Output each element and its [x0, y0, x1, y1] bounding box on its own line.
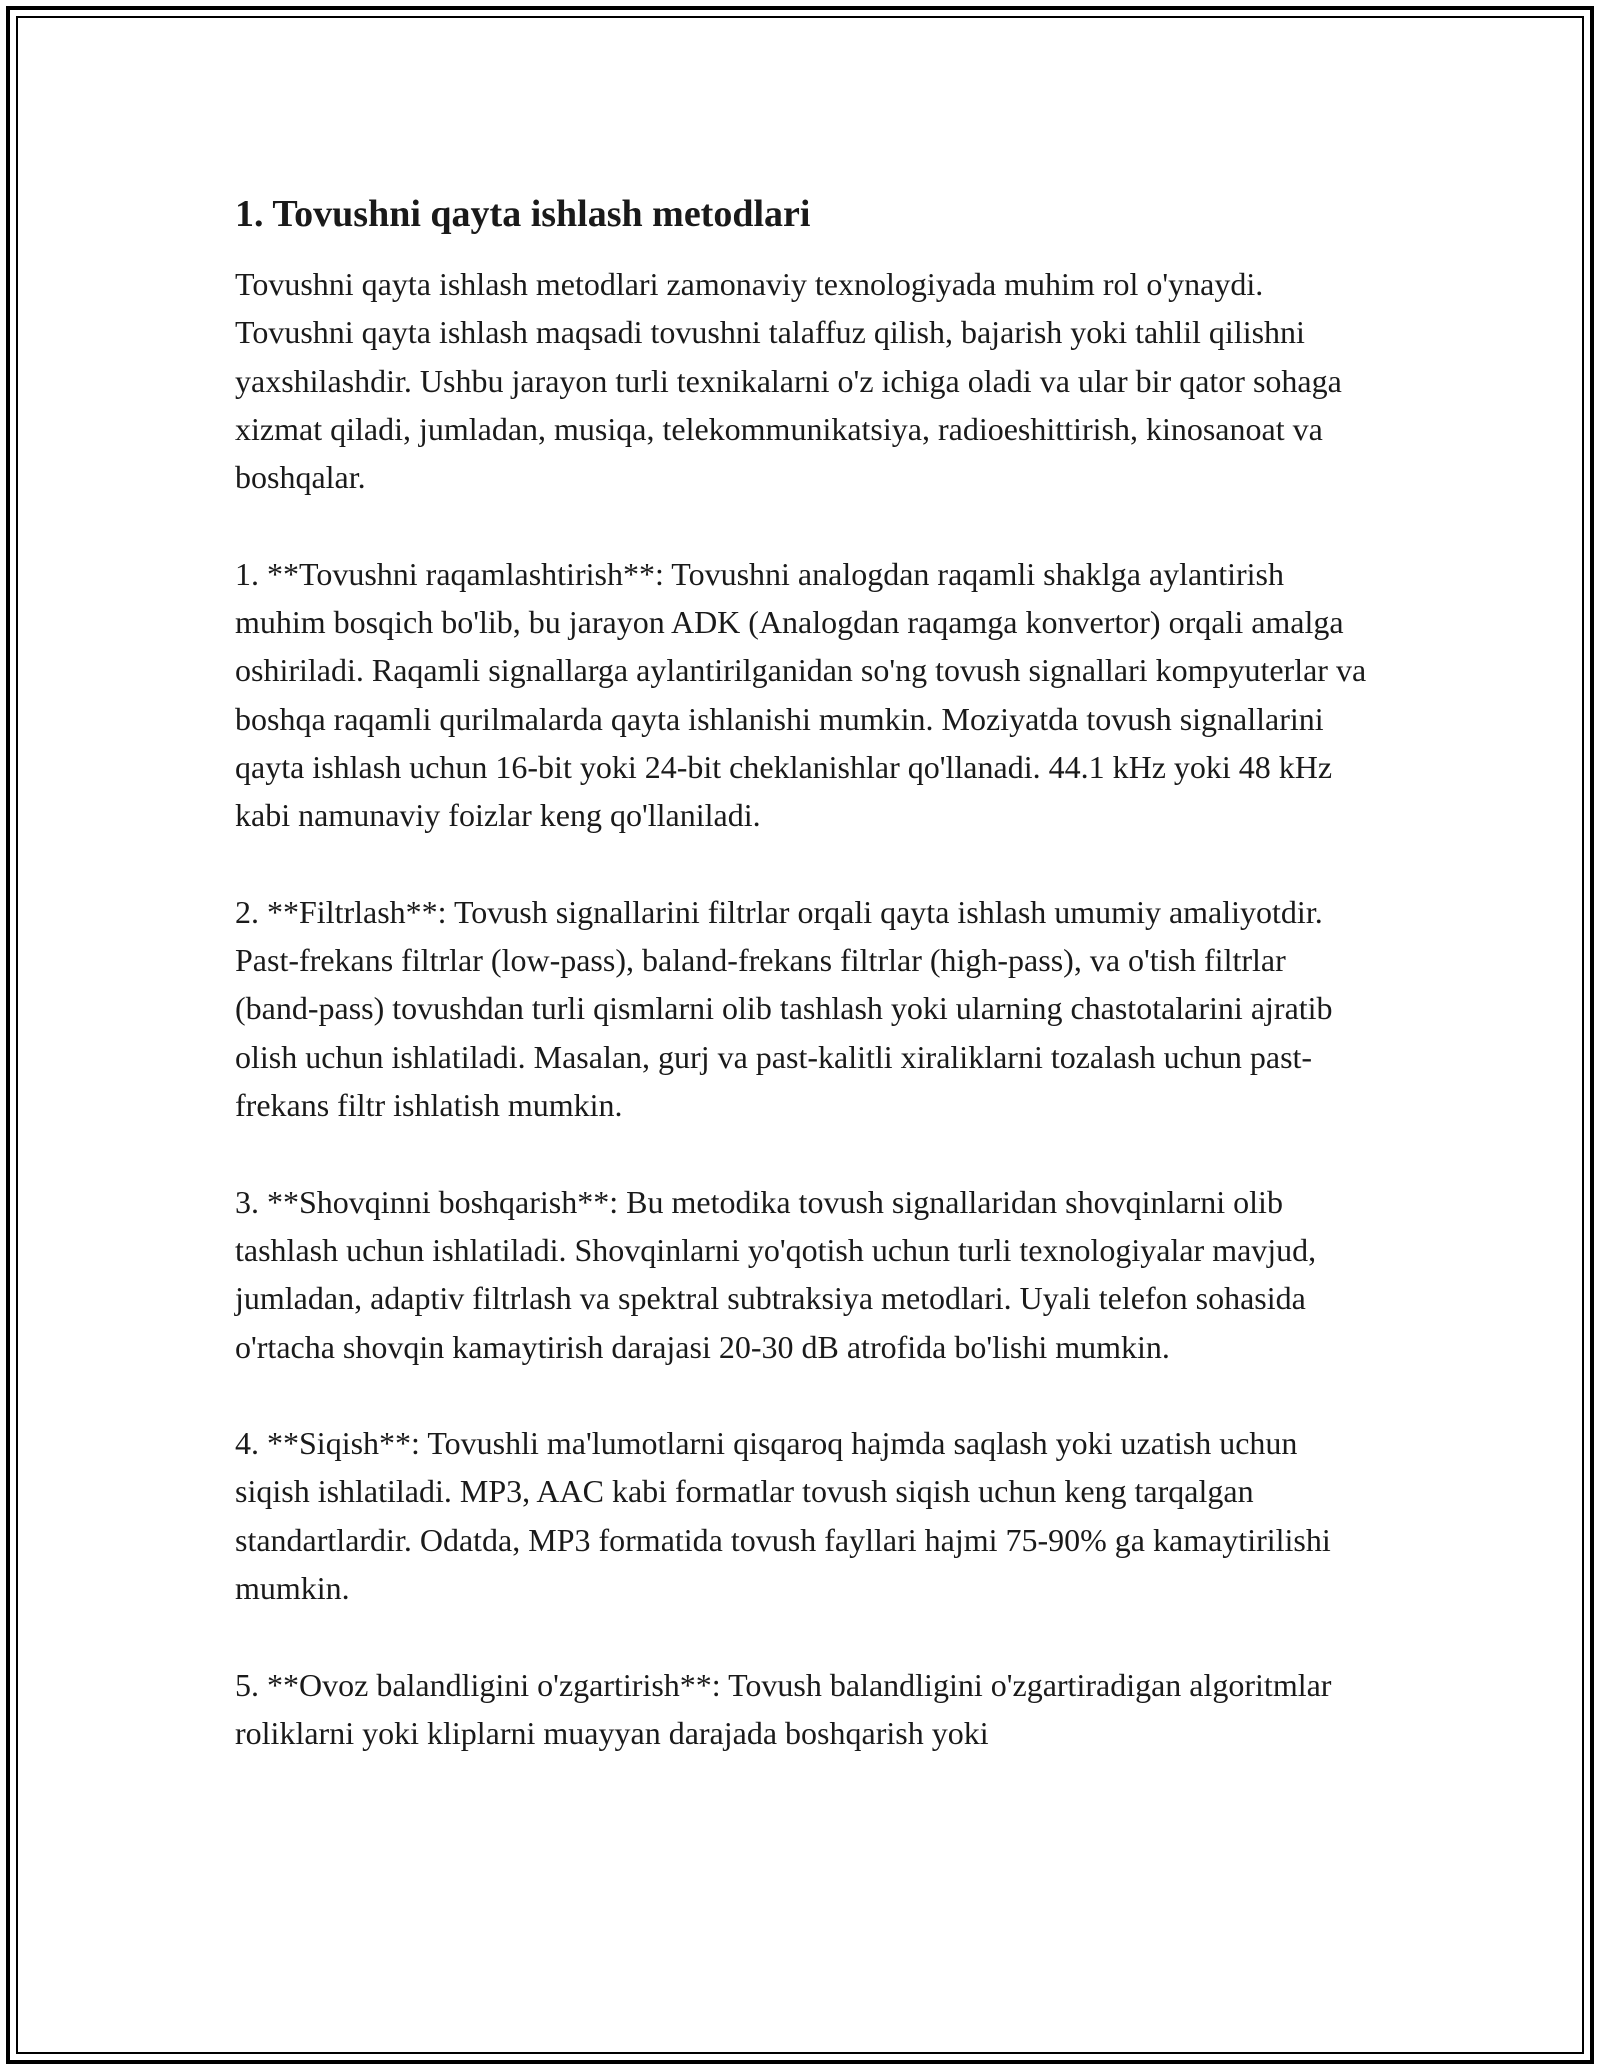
- paragraph-compression: 4. **Siqish**: Tovushli ma'lumotlarni qisqaroq hajmda saqlash yoki uzatish uchun siqish ishlatiladi. MP3, AAC kabi formatlar tovush siqish uchun keng tarqalgan standartlardir. Odatda, MP3 formatida tovush fayllari hajmi 75-90% ga kamaytirilishi mumkin.: [235, 1425, 1331, 1607]
- paragraph-volume-change: 5. **Ovoz balandligini o'zgartirish**: Tovush balandligini o'zgartiradigan algoritmlar roliklarni yoki kliplarni muayyan darajada boshqarish yoki: [235, 1666, 1332, 1751]
- document-title: 1. Tovushni qayta ishlash metodlari: [235, 193, 811, 235]
- paragraph-digitization: 1. **Tovushni raqamlashtirish**: Tovushni analogdan raqamli shaklga aylantirish muhim bosqich bo'lib, bu jarayon ADK (Analogdan raqamga konvertor) orqali amalga oshiriladi. Raqamli signallarga aylantirilganidan so'ng tovush signallari kompyuterlar va boshqa raqamli qurilmalarda qayta ishlanishi mumkin. Moziyatda tovush signallarini qayta ishlash uchun 16-bit yoki 24-bit cheklanishlar qo'llanadi. 44.1 kHz yoki 48 kHz kabi namunaviy foizlar keng qo'llaniladi.: [235, 555, 1367, 834]
- intro-paragraph: Tovushni qayta ishlash metodlari zamonaviy texnologiyada muhim rol o'ynaydi. Tovushni qayta ishlash maqsadi tovushni talaffuz qilish, bajarish yoki tahlil qilishni yaxshilashdir. Ushbu jarayon turli texnikalarni o'z ichiga oladi va ular bir qator sohaga xizmat qiladi, jumladan, musiqa, telekommunikatsiya, radioeshittirish, kinosanoat va boshqalar.: [235, 266, 1342, 496]
- paragraph-noise-control: 3. **Shovqinni boshqarish**: Bu metodika tovush signallaridan shovqinlarni olib tashlash uchun ishlatiladi. Shovqinlarni yo'qotish uchun turli texnologiyalar mavjud, jumladan, adaptiv filtrlash va spektral subtraksiya metodlari. Uyali telefon sohasida o'rtacha shovqin kamaytirish darajasi 20-30 dB atrofida bo'lishi mumkin.: [235, 1183, 1317, 1365]
- document-body: [235, 186, 1375, 1806]
- paragraph-filtering: 2. **Filtrlash**: Tovush signallarini filtrlar orqali qayta ishlash umumiy amaliyotdir. Past-frekans filtrlar (low-pass), baland-frekans filtrlar (high-pass), va o'tish filtrlar (band-pass) tovushdan turli qismlarni olib tashlash yoki ularning chastotalarini ajratib olish uchun ishlatiladi. Masalan, gurj va past-kalitli xiraliklarni tozalash uchun past-frekans filtr ishlatish mumkin.: [235, 893, 1333, 1124]
